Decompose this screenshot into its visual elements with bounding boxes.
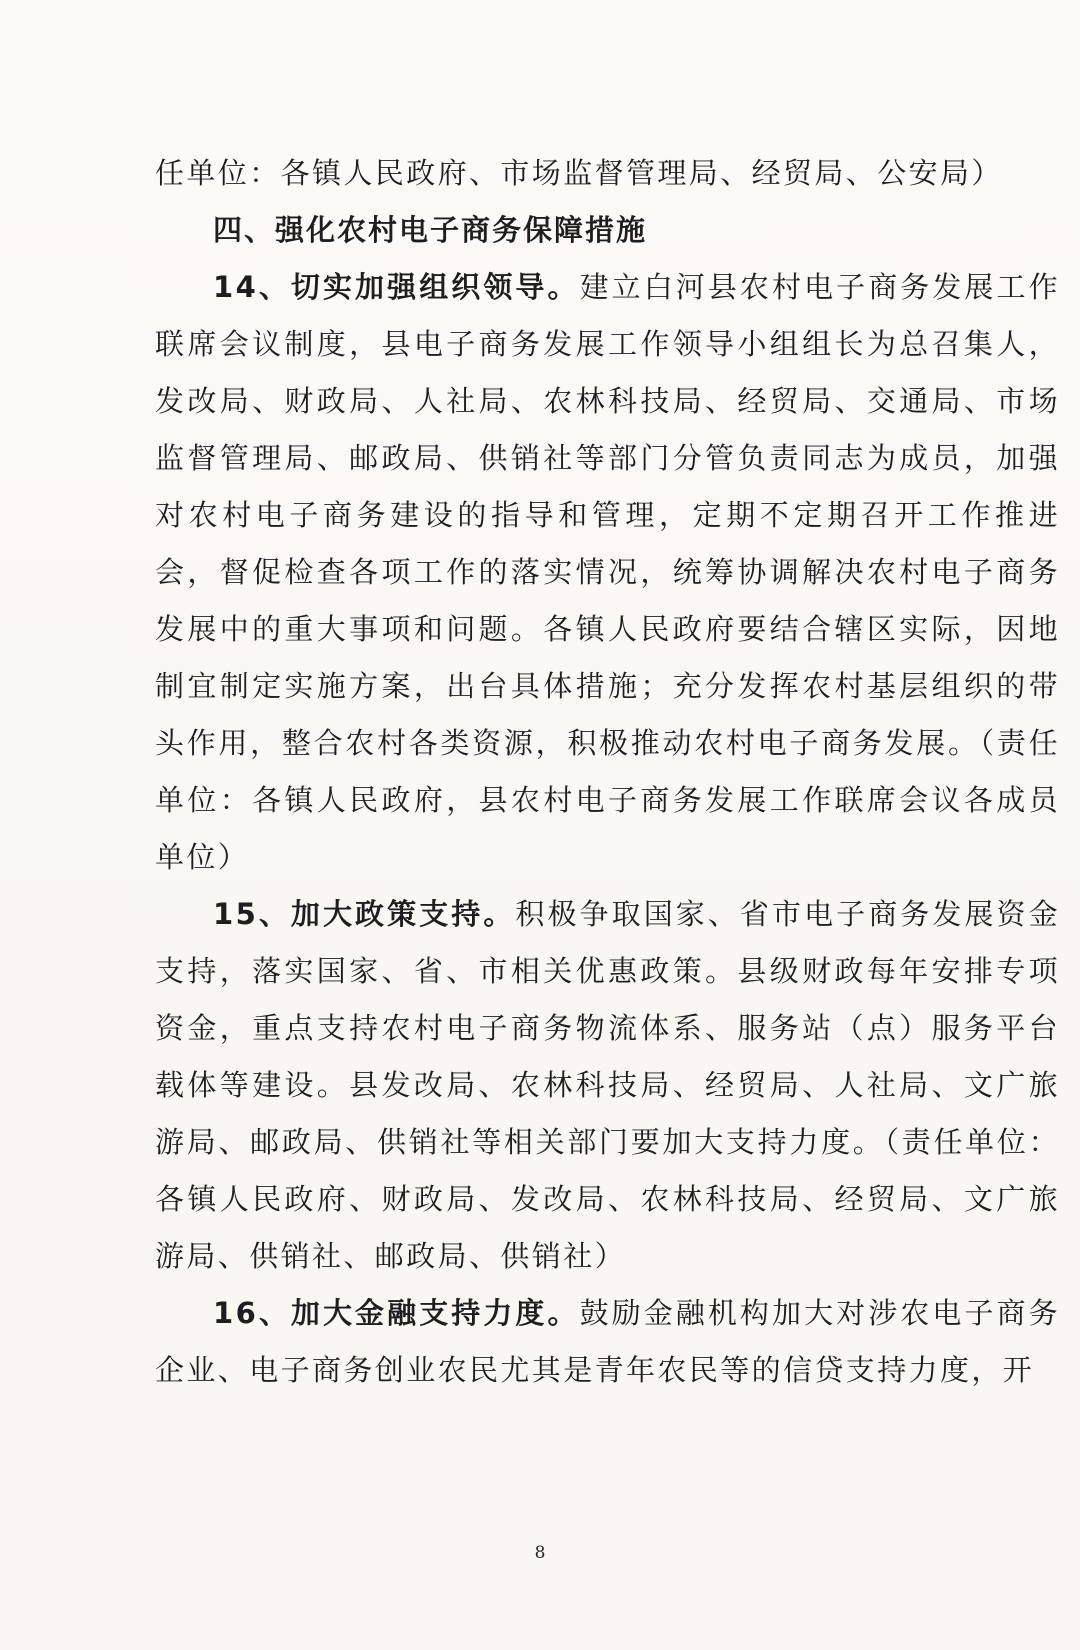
- paragraph-15: [155, 886, 1060, 1285]
- paragraph-14-body: 建立白河县农村电子商务发展工作联席会议制度，县电子商务发展工作领导小组组长为总召集人，发改局、财政局、人社局、农林科技局、经贸局、交通局、市场监督管理局、邮政局、供销社等部门分管负责同志为成员，加强对农村电子商务建设的指导和管理，定期不定期召开工作推进会，督促检查各项工作的落实情况，统筹协调解决农村电子商务发展中的重大事项和问题。各镇人民政府要结合辖区实际，因地制宜制定实施方案，出台具体措施；充分发挥农村基层组织的带头作用，整合农村各类资源，积极推动农村电子商务发展。（责任单位：各镇人民政府，县农村电子商务发展工作联席会议各成员单位）: [155, 270, 1060, 874]
- continuation-line: 任单位：各镇人民政府、市场监督管理局、经贸局、公安局）: [155, 156, 1003, 190]
- page-number: 8: [534, 1543, 546, 1563]
- paragraph-14: [155, 259, 1060, 886]
- paragraph-16-lead: 16、加大金融支持力度。: [213, 1296, 580, 1330]
- paragraph-15-lead: 15、加大政策支持。: [213, 897, 516, 931]
- paragraph-16-body: 鼓励金融机构加大对涉农电子商务企业、电子商务创业农民尤其是青年农民等的信贷支持力度，开: [155, 1296, 1060, 1387]
- paragraph-15-body: 积极争取国家、省市电子商务发展资金支持，落实国家、省、市相关优惠政策。县级财政每年安排专项资金，重点支持农村电子商务物流体系、服务站（点）服务平台载体等建设。县发改局、农林科技局、经贸局、人社局、文广旅游局、邮政局、供销社等相关部门要加大支持力度。（责任单位：各镇人民政府、财政局、发改局、农林科技局、经贸局、文广旅游局、供销社、邮政局、供销社）: [155, 897, 1060, 1273]
- document-body: [155, 145, 1060, 1399]
- paragraph-14-lead: 14、切实加强组织领导。: [213, 270, 580, 304]
- paragraph-16: [155, 1285, 1060, 1399]
- section-heading: 四、强化农村电子商务保障措施: [213, 213, 648, 247]
